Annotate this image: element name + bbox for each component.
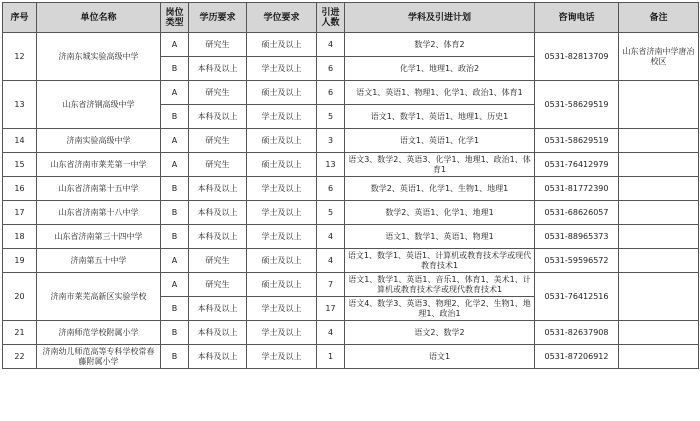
cell-seq: 16 <box>3 177 37 201</box>
cell-degree: 硕士及以上 <box>247 33 317 57</box>
cell-count: 4 <box>317 249 345 273</box>
cell-seq: 17 <box>3 201 37 225</box>
cell-remark <box>619 345 699 369</box>
cell-post-type: A <box>161 273 189 297</box>
cell-degree: 硕士及以上 <box>247 249 317 273</box>
cell-post-type: B <box>161 201 189 225</box>
cell-seq: 12 <box>3 33 37 81</box>
cell-education: 研究生 <box>189 273 247 297</box>
cell-remark <box>619 321 699 345</box>
cell-seq: 14 <box>3 129 37 153</box>
cell-count: 17 <box>317 297 345 321</box>
table-row <box>3 129 699 153</box>
cell-seq: 15 <box>3 153 37 177</box>
cell-plan: 语文1、英语1、物理1、化学1、政治1、体育1 <box>345 81 535 105</box>
cell-degree: 硕士及以上 <box>247 81 317 105</box>
cell-plan: 语文1、数学1、英语1、地理1、历史1 <box>345 105 535 129</box>
cell-count: 5 <box>317 105 345 129</box>
cell-remark: 山东省济南中学唐冶校区 <box>619 33 699 81</box>
cell-remark <box>619 153 699 177</box>
cell-post-type: B <box>161 345 189 369</box>
cell-unit: 济南实验高级中学 <box>37 129 161 153</box>
cell-education: 本科及以上 <box>189 345 247 369</box>
cell-plan: 语文3、数学2、英语3、化学1、地理1、政治1、体育1 <box>345 153 535 177</box>
cell-education: 本科及以上 <box>189 321 247 345</box>
cell-unit: 济南幼儿师范高等专科学校常春藤附属小学 <box>37 345 161 369</box>
cell-post-type: A <box>161 249 189 273</box>
cell-count: 6 <box>317 57 345 81</box>
cell-count: 4 <box>317 33 345 57</box>
cell-post-type: A <box>161 129 189 153</box>
cell-plan: 数学2、英语1、化学1、地理1 <box>345 201 535 225</box>
cell-unit: 山东省济南第三十四中学 <box>37 225 161 249</box>
header-phone: 咨询电话 <box>535 3 619 33</box>
recruitment-table <box>2 2 699 369</box>
cell-plan: 化学1、地理1、政治2 <box>345 57 535 81</box>
cell-education: 本科及以上 <box>189 297 247 321</box>
table-row <box>3 177 699 201</box>
cell-degree: 学士及以上 <box>247 105 317 129</box>
cell-degree: 硕士及以上 <box>247 153 317 177</box>
cell-plan: 语文4、数学3、英语3、物理2、化学2、生物1、地理1、政治1 <box>345 297 535 321</box>
table-row <box>3 201 699 225</box>
cell-degree: 学士及以上 <box>247 321 317 345</box>
cell-post-type: B <box>161 177 189 201</box>
header-education: 学历要求 <box>189 3 247 33</box>
cell-remark <box>619 177 699 201</box>
header-remark: 备注 <box>619 3 699 33</box>
cell-plan: 数学2、英语1、化学1、生物1、地理1 <box>345 177 535 201</box>
cell-count: 3 <box>317 129 345 153</box>
cell-count: 1 <box>317 345 345 369</box>
recruitment-table-container <box>2 2 698 419</box>
cell-education: 研究生 <box>189 81 247 105</box>
cell-education: 本科及以上 <box>189 105 247 129</box>
table-row <box>3 249 699 273</box>
cell-phone: 0531-68626057 <box>535 201 619 225</box>
cell-plan: 语文1、英语1、化学1 <box>345 129 535 153</box>
cell-degree: 学士及以上 <box>247 57 317 81</box>
cell-phone: 0531-88965373 <box>535 225 619 249</box>
cell-seq: 19 <box>3 249 37 273</box>
cell-seq: 13 <box>3 81 37 129</box>
cell-post-type: B <box>161 297 189 321</box>
cell-count: 4 <box>317 321 345 345</box>
table-row <box>3 321 699 345</box>
cell-seq: 20 <box>3 273 37 321</box>
cell-seq: 22 <box>3 345 37 369</box>
cell-count: 5 <box>317 201 345 225</box>
header-degree: 学位要求 <box>247 3 317 33</box>
cell-plan: 语文1、数学1、英语1、物理1 <box>345 225 535 249</box>
cell-unit: 济南师范学校附属小学 <box>37 321 161 345</box>
cell-count: 13 <box>317 153 345 177</box>
cell-post-type: A <box>161 81 189 105</box>
cell-post-type: A <box>161 33 189 57</box>
cell-remark <box>619 81 699 129</box>
table-row <box>3 345 699 369</box>
header-count: 引进人数 <box>317 3 345 33</box>
cell-plan: 数学2、体育2 <box>345 33 535 57</box>
cell-unit: 济南第五十中学 <box>37 249 161 273</box>
cell-degree: 学士及以上 <box>247 225 317 249</box>
table-row <box>3 273 699 297</box>
cell-degree: 硕士及以上 <box>247 129 317 153</box>
cell-education: 本科及以上 <box>189 177 247 201</box>
cell-degree: 学士及以上 <box>247 297 317 321</box>
table-body <box>3 33 699 369</box>
header-unit: 单位名称 <box>37 3 161 33</box>
cell-phone: 0531-58629519 <box>535 129 619 153</box>
cell-remark <box>619 225 699 249</box>
cell-plan: 语文1、数学1、英语1、音乐1、体育1、美术1、计算机或教育技术学或现代教育技术1 <box>345 273 535 297</box>
cell-post-type: B <box>161 225 189 249</box>
cell-plan: 语文1 <box>345 345 535 369</box>
cell-degree: 硕士及以上 <box>247 273 317 297</box>
cell-education: 研究生 <box>189 33 247 57</box>
cell-post-type: B <box>161 321 189 345</box>
cell-unit: 济南东城实验高级中学 <box>37 33 161 81</box>
cell-education: 研究生 <box>189 249 247 273</box>
cell-phone: 0531-82637908 <box>535 321 619 345</box>
cell-unit: 山东省济南第十五中学 <box>37 177 161 201</box>
header-post-type: 岗位类型 <box>161 3 189 33</box>
cell-phone: 0531-81772390 <box>535 177 619 201</box>
cell-post-type: B <box>161 57 189 81</box>
cell-education: 本科及以上 <box>189 225 247 249</box>
cell-phone: 0531-76412516 <box>535 273 619 321</box>
header-seq: 序号 <box>3 3 37 33</box>
cell-plan: 语文2、数学2 <box>345 321 535 345</box>
cell-remark <box>619 249 699 273</box>
cell-degree: 学士及以上 <box>247 345 317 369</box>
cell-remark <box>619 201 699 225</box>
cell-unit: 山东省济钢高级中学 <box>37 81 161 129</box>
cell-education: 本科及以上 <box>189 57 247 81</box>
cell-phone: 0531-82813709 <box>535 33 619 81</box>
table-row <box>3 225 699 249</box>
cell-degree: 学士及以上 <box>247 177 317 201</box>
cell-degree: 学士及以上 <box>247 201 317 225</box>
cell-phone: 0531-76412979 <box>535 153 619 177</box>
cell-phone: 0531-87206912 <box>535 345 619 369</box>
cell-remark <box>619 129 699 153</box>
cell-count: 6 <box>317 177 345 201</box>
cell-unit: 山东省济南第十八中学 <box>37 201 161 225</box>
cell-unit: 山东省济南市莱芜第一中学 <box>37 153 161 177</box>
table-row <box>3 81 699 105</box>
cell-seq: 21 <box>3 321 37 345</box>
cell-unit: 济南市莱芜高新区实验学校 <box>37 273 161 321</box>
cell-post-type: B <box>161 105 189 129</box>
cell-post-type: A <box>161 153 189 177</box>
cell-remark <box>619 273 699 321</box>
cell-phone: 0531-59596572 <box>535 249 619 273</box>
cell-seq: 18 <box>3 225 37 249</box>
cell-plan: 语文1、数学1、英语1、计算机或教育技术学或现代教育技术1 <box>345 249 535 273</box>
cell-count: 4 <box>317 225 345 249</box>
cell-education: 研究生 <box>189 129 247 153</box>
cell-phone: 0531-58629519 <box>535 81 619 129</box>
table-row <box>3 33 699 57</box>
header-row <box>3 3 699 33</box>
cell-education: 本科及以上 <box>189 201 247 225</box>
header-plan: 学科及引进计划 <box>345 3 535 33</box>
cell-count: 6 <box>317 81 345 105</box>
cell-count: 7 <box>317 273 345 297</box>
table-row <box>3 153 699 177</box>
cell-education: 研究生 <box>189 153 247 177</box>
